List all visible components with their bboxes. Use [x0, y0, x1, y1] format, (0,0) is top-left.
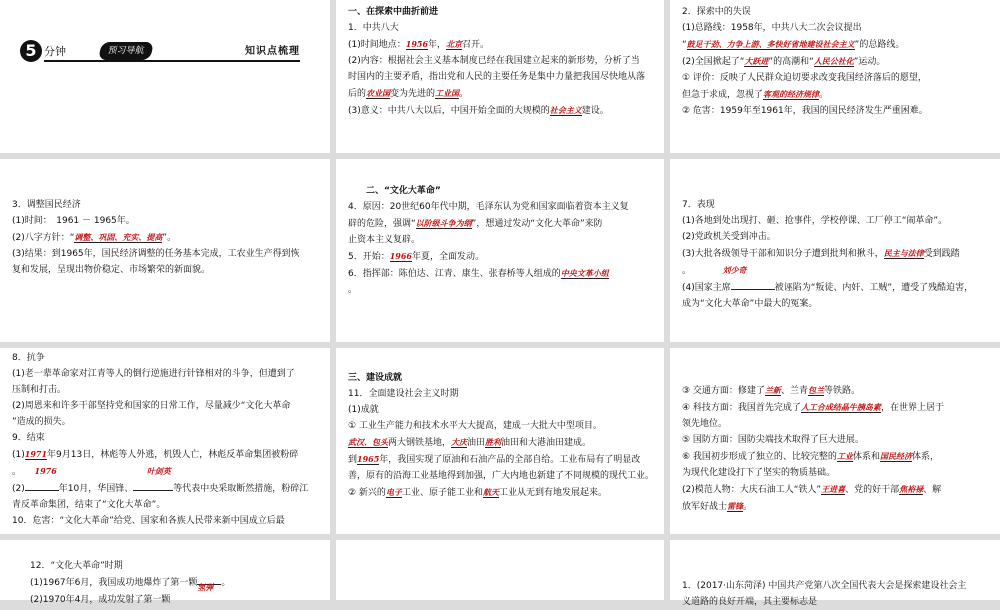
slide-11: [336, 540, 664, 600]
text-line: (3)意义：中共八大以后，中国开始全面的大规模的社会主义建设。: [348, 105, 609, 116]
badge-unit: 分钟: [44, 45, 66, 58]
text-line: ③ 交通方面：修建了兰新、兰青包兰等铁路。: [682, 385, 860, 396]
answer: 航天: [482, 487, 499, 497]
answer: 焦裕禄: [899, 484, 924, 494]
item-title: 12．“文化大革命”时期: [30, 561, 123, 571]
answer: 1956: [405, 39, 429, 49]
answer: 叶剑英: [146, 466, 171, 476]
answer: 国民经济: [879, 451, 912, 461]
item-title: 3．调整国民经济: [12, 200, 81, 210]
question-line: 义道路的良好开端，其主要标志是: [682, 597, 818, 607]
slide-9: [670, 348, 1000, 534]
answer: 工业国: [435, 88, 460, 98]
text-line: (2)周恩来和许多干部坚持党和国家的日常工作，尽量减少“文化大革命: [12, 401, 291, 411]
item-title: 11．全面建设社会主义时期: [348, 389, 459, 399]
text-line: (3)结果：到1965年，国民经济调整的任务基本完成，工农业生产得到恢: [12, 249, 300, 259]
text-line: 到1965年，我国实现了原油和石油产品的全部自给。工业布局有了明显改: [348, 454, 641, 465]
slide-1: [0, 0, 330, 153]
banner-underline: [44, 60, 300, 62]
answer: 以阶级斗争为纲: [415, 218, 472, 228]
slide-12: [670, 540, 1000, 607]
text-line: (1)1967年6月，我国成功地爆炸了第一颗 。: [30, 574, 318, 591]
text-line: 但急于求成，忽视了客观的经济规律。: [682, 89, 829, 100]
text-line: 5．开始：1966年夏，全面发动。: [348, 251, 485, 262]
text-line: (1)各地到处出现打、砸、抢事件，学校停课、工厂停工“闹革命”。: [682, 216, 948, 226]
text-line: (1)成就: [348, 405, 379, 415]
item-title: 2．探索中的失误: [682, 7, 751, 17]
text-line: 4．原因：20世纪60年代中期，毛泽东认为党和国家面临着资本主义复: [348, 202, 629, 212]
slide-2: [336, 0, 664, 153]
answer: 北京: [446, 39, 463, 49]
answer: 1965: [357, 454, 380, 464]
heading: 三、建设成就: [348, 373, 403, 383]
text-line: 。: [348, 285, 358, 295]
answer: 雷锋: [727, 501, 744, 511]
answer: 刘少奇: [722, 265, 747, 275]
text-line: 后的农业国变为先进的工业国。: [348, 88, 469, 99]
slide-7: [0, 348, 330, 534]
item-title: 1．中共八大: [348, 23, 399, 33]
text-line: ⑤ 国防方面：国防尖端技术取得了巨大进展。: [682, 435, 864, 445]
text-line: (1)1971年9月13日，林彪等人外逃，机毁人亡，林彪反革命集团被粉碎: [12, 449, 299, 460]
text-line: 成为“文化大革命”中最大的冤案。: [682, 299, 818, 309]
answer: 1971: [24, 449, 48, 459]
text-line: 。 1976 叶剑英: [12, 466, 171, 477]
text-line: (1)老一辈革命家对江青等人的倒行逆施进行针锋相对的斗争，但遭到了: [12, 369, 295, 379]
text-line: ① 工业生产能力和技术水平大大提高，建成一大批大中型项目。: [348, 421, 602, 431]
text-line: (4)国家主席 被诬陷为“叛徒、内奸、工贼”，遭受了残酷迫害，: [682, 279, 988, 296]
text-line: ⑥ 我国初步形成了独立的、比较完整的工业体系和国民经济体系，: [682, 451, 939, 462]
text-line: ④ 科技方面：我国首先完成了人工合成结晶牛胰岛素，在世界上居于: [682, 402, 944, 413]
answer: 大庆: [451, 437, 468, 447]
text-line: 青反革命集团，结束了“文化大革命”。: [12, 500, 166, 510]
question-line: 1．(2017·山东菏泽) 中国共产党第八次全国代表大会是探索建设社会主: [682, 581, 967, 591]
answer: 兰新: [764, 385, 781, 395]
text-line: ① 评价：反映了人民群众迫切要求改变我国经济落后的愿望，: [682, 73, 927, 83]
answer: 鼓足干劲、力争上游、多快好省地建设社会主义: [686, 39, 855, 49]
text-line: 领先地位。: [682, 419, 728, 429]
answer: 农业国: [366, 88, 391, 98]
slide-8: [336, 348, 664, 534]
text-line: (2)内容：根据社会主义基本制度已经在我国建立起来的新形势，分析了当: [348, 56, 640, 66]
text-line: (2)全国掀起了“大跃进”的高潮和“人民公社化”运动。: [682, 56, 886, 67]
slide-5: [336, 159, 664, 342]
text-line: 放军好战士雷锋。: [682, 501, 753, 512]
text-line: (3)大批各级领导干部和知识分子遭到批判和揪斗，民主与法律受到践踏: [682, 248, 960, 259]
text-line: 善，原有的沿海工业基地得到加强，广大内地也新建了不同规模的现代工业。: [348, 471, 655, 481]
text-line: ② 新兴的电子工业、原子能工业和航天工业从无到有地发展起来。: [348, 487, 607, 498]
text-line: 复和发展，呈现出物价稳定、市场繁荣的新面貌。: [12, 265, 211, 275]
text-line: 。 刘少奇: [682, 265, 747, 276]
text-line: (2)模范人物：大庆石油工人“铁人”王进喜、党的好干部焦裕禄、解: [682, 484, 942, 495]
answer: 民主与法律: [883, 248, 924, 258]
text-line: (2)八字方针：“调整、巩固、充实、提高”。: [12, 232, 177, 243]
text-line: (2)党政机关受到冲击。: [682, 232, 776, 242]
answer: 包兰: [807, 385, 824, 395]
answer: 人民公社化: [813, 56, 854, 66]
item-title: 7．表现: [682, 200, 715, 210]
item-title: 9．结束: [12, 433, 45, 443]
text-line: (2)1970年4月，成功发射了第一颗 氢弹: [30, 582, 214, 605]
answer: 1976: [34, 466, 57, 476]
section-title: 知识点梳理: [245, 46, 300, 57]
answer: 氢弹: [197, 582, 214, 592]
answer: 王进喜: [821, 484, 846, 494]
text-line: 10．危害：“文化大革命”给党、国家和各族人民带来新中国成立后最: [12, 516, 285, 526]
text-line: 压制和打击。: [12, 385, 67, 395]
slide-10: [0, 540, 330, 605]
preview-tag: 预习导航: [98, 42, 154, 60]
text-line: “鼓足干劲、力争上游、多快好省地建设社会主义”的总路线。: [682, 39, 905, 50]
item-title: 8．抗争: [12, 353, 45, 363]
heading: 二、“文化大革命”: [366, 186, 441, 196]
minute-badge-icon: 5: [20, 40, 42, 62]
answer: 社会主义: [549, 105, 582, 115]
heading: 一、在探索中曲折前进: [348, 7, 439, 17]
slide-6: [670, 159, 1000, 342]
answer: 客观的经济规律: [763, 89, 820, 99]
slide-4: [0, 159, 330, 342]
text-line: (1)时间地点：1956年，北京召开。: [348, 39, 490, 50]
answer: 胜利: [485, 437, 502, 447]
answer: 电子: [385, 487, 402, 497]
section-banner: [20, 40, 300, 64]
text-line: (1)总路线：1958年，中共八大二次会议提出: [682, 23, 862, 33]
text-line: (2) 年10月，华国锋、 等代表中央采取断然措施，粉碎江: [12, 480, 318, 497]
text-line: 为现代化建设打下了坚实的物质基础。: [682, 468, 836, 478]
text-line: ② 危害：1959年至1961年，我国的国民经济发生严重困难。: [682, 106, 928, 116]
answer: 调整、巩固、充实、提高: [74, 232, 163, 242]
answer: 武汉、包头: [348, 437, 388, 447]
answer: 工业: [836, 451, 853, 461]
answer: 1966: [389, 251, 412, 261]
text-line: 6．指挥部：陈伯达、江青、康生、张春桥等人组成的中央文革小组: [348, 268, 609, 279]
text-line: ”造成的损失。: [12, 417, 71, 427]
text-line: (1)时间： 1961 － 1965年。: [12, 216, 135, 226]
answer: 人工合成结晶牛胰岛素: [800, 402, 881, 412]
text-line: 时国内的主要矛盾，指出党和人民的主要任务是集中力量把我国尽快地从落: [348, 72, 646, 82]
slide-3: [670, 0, 1000, 153]
answer: 中央文革小组: [560, 268, 609, 278]
text-line: 辟的危险，强调“以阶级斗争为纲”，想通过发动“文化大革命”来防: [348, 218, 603, 229]
text-line: 止资本主义复辟。: [348, 235, 421, 245]
answer: 大跃进: [744, 56, 769, 66]
text-line: 武汉、包头两大钢铁基地，大庆油田胜利油田和大港油田建成。: [348, 437, 592, 448]
